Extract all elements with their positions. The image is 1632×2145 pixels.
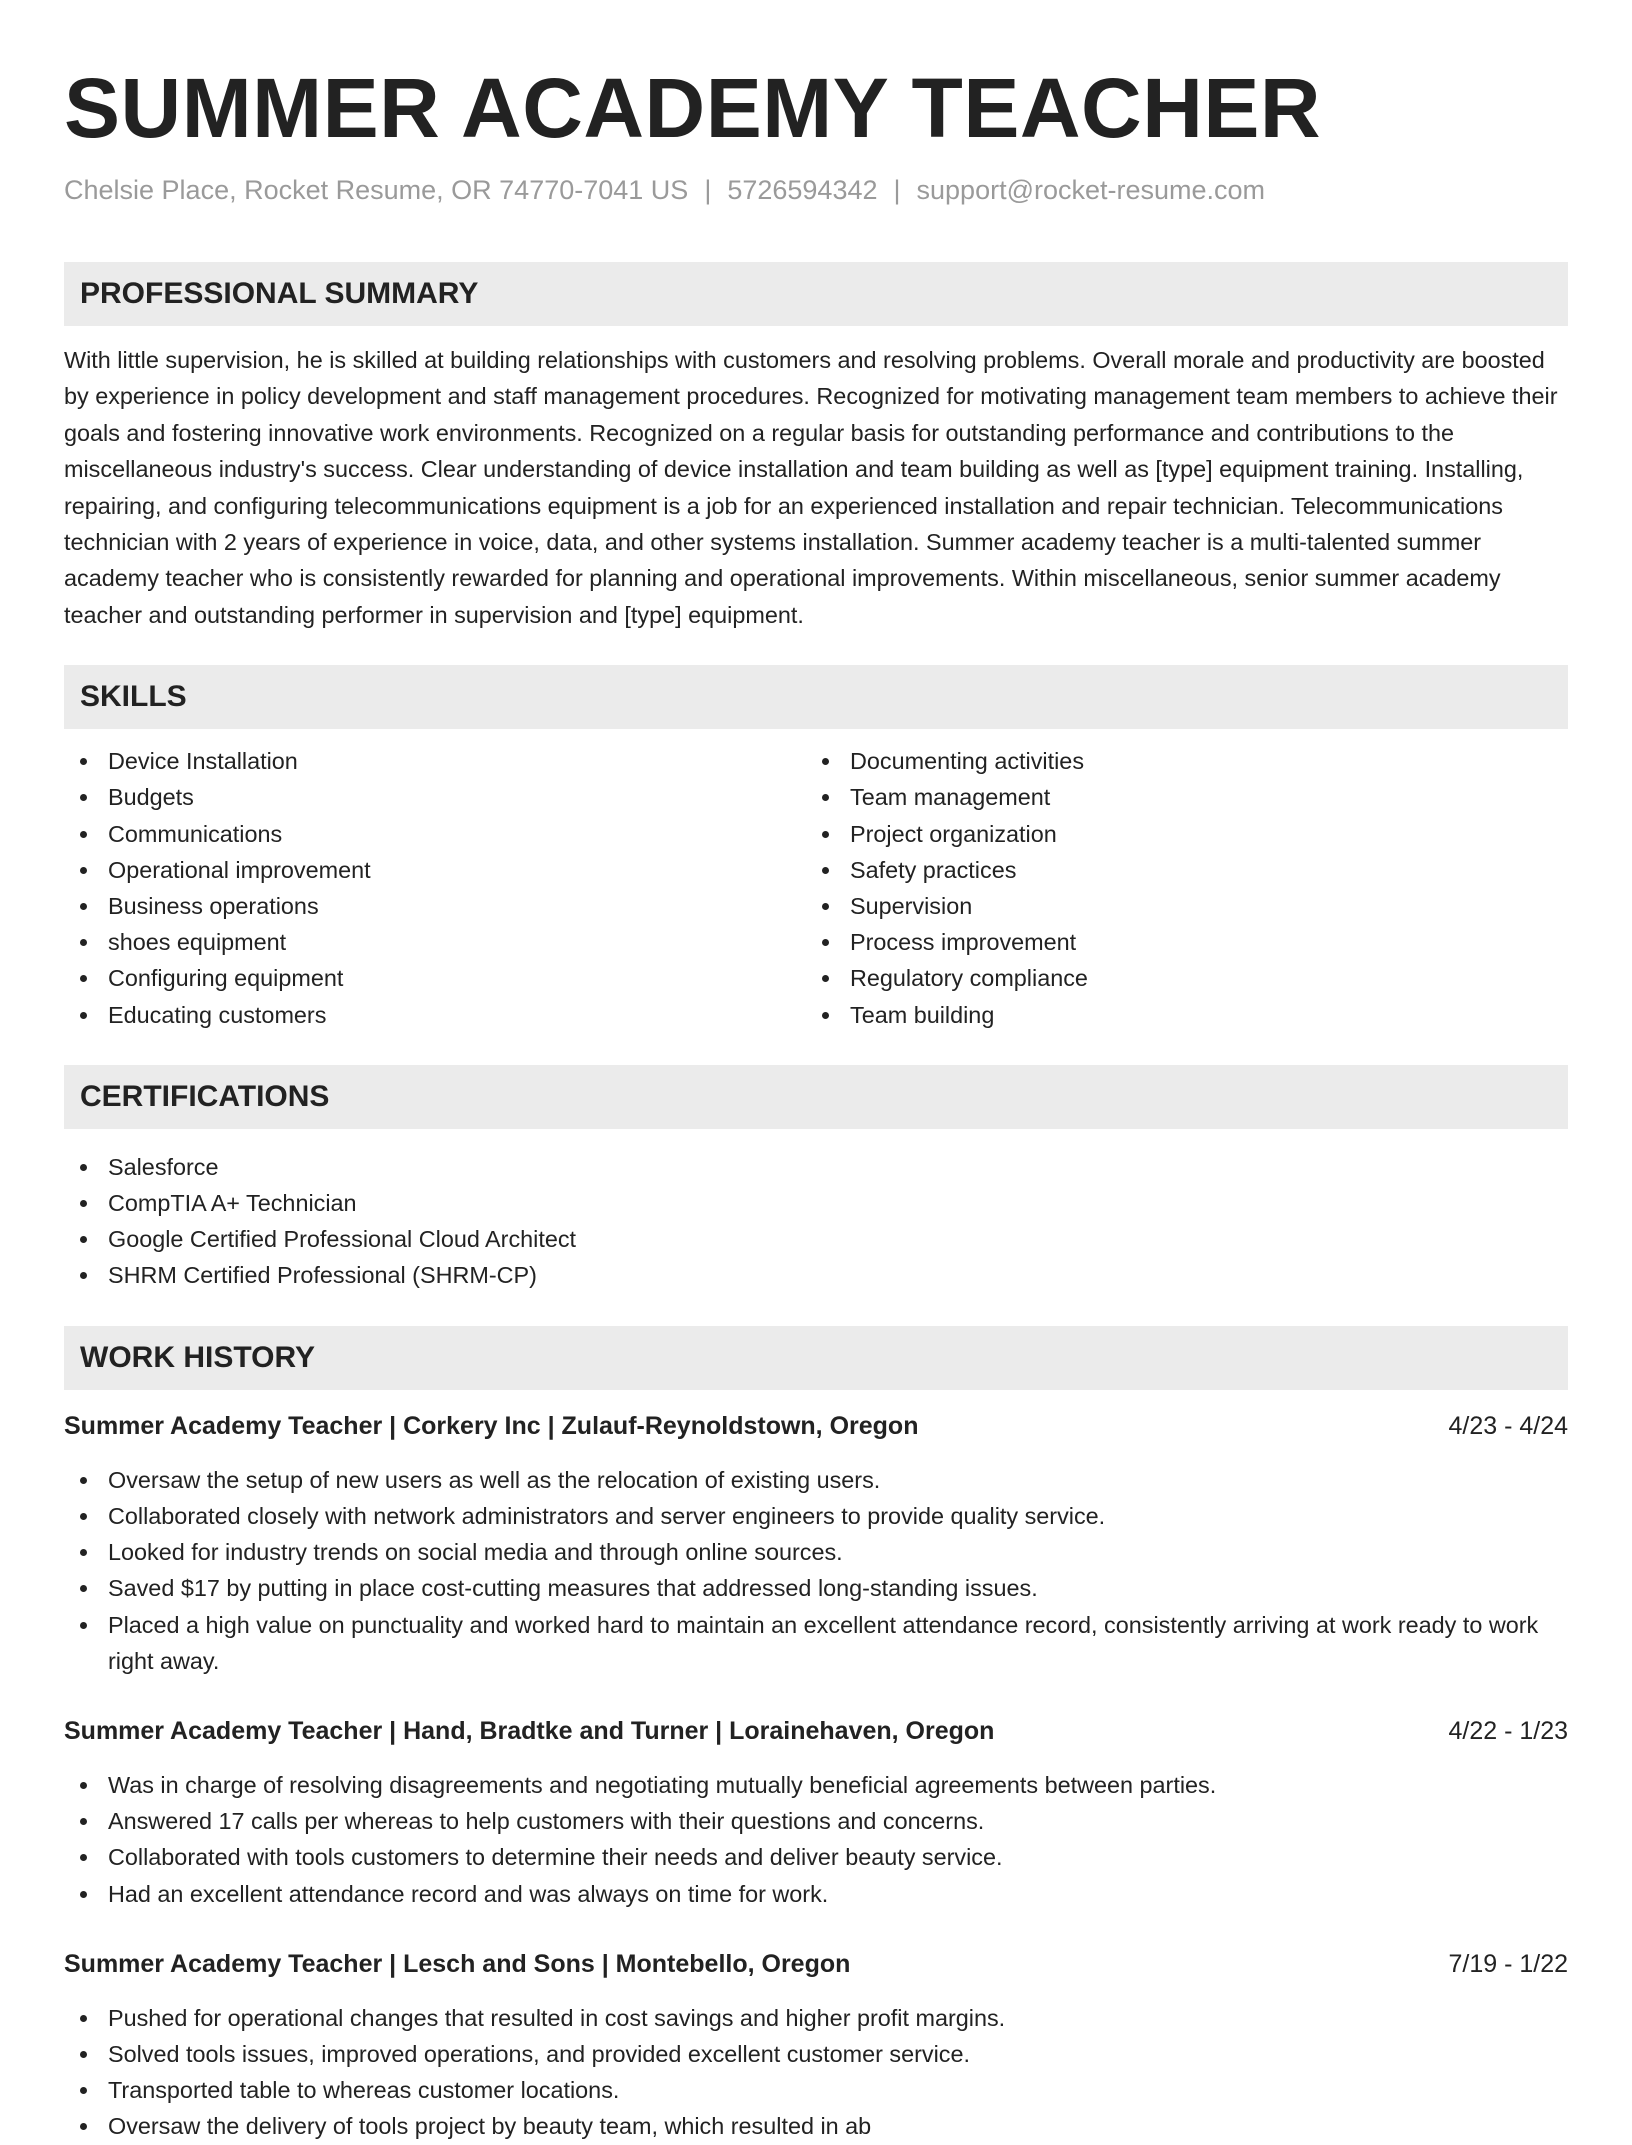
contact-email: support@rocket-resume.com bbox=[916, 175, 1266, 205]
job-bullet: Solved tools issues, improved operations, and provided excellent customer service. bbox=[64, 2036, 1568, 2072]
job-bullet: Oversaw the delivery of tools project by beauty team, which resulted in ab bbox=[64, 2108, 1568, 2144]
contact-address: Chelsie Place, Rocket Resume, OR 74770-7041 US bbox=[64, 175, 689, 205]
work-history-heading bbox=[64, 1326, 1568, 1390]
skill-item: Project organization bbox=[806, 816, 1548, 852]
job-bullet: Placed a high value on punctuality and worked hard to maintain an excellent attendance record, consistently arriving at work ready to work right away. bbox=[64, 1607, 1568, 1679]
certification-item: CompTIA A+ Technician bbox=[64, 1185, 1568, 1221]
summary-heading-text: PROFESSIONAL SUMMARY bbox=[80, 277, 479, 310]
job-title: Summer Academy Teacher | Hand, Bradtke and Turner | Lorainehaven, Oregon bbox=[64, 1716, 995, 1745]
contact-separator: | bbox=[704, 175, 712, 205]
job-dates: 7/19 - 1/22 bbox=[1448, 1949, 1568, 1978]
contact-line bbox=[64, 172, 1568, 208]
work-history-heading-text: WORK HISTORY bbox=[80, 1340, 316, 1374]
certifications-list bbox=[64, 1149, 1568, 1294]
certifications-heading-text: CERTIFICATIONS bbox=[80, 1079, 330, 1113]
job-bullets bbox=[64, 1767, 1568, 1912]
summary-text: With little supervision, he is skilled at building relationships with customers and resolving problems. Overall morale and productivity are boosted by experience in policy development and staff management procedures. Recognized for motivating management team members to achieve their goals and fostering innovative work environments. Recognized on a regular basis for outstanding performance and contributions to the miscellaneous industry's success. Clear understanding of device installation and team building as well as [type] equipment training. Installing, repairing, and configuring telecommunications equipment is a job for an experienced installation and repair technician. Telecommunications technician with 2 years of experience in voice, data, and other systems installation. Summer academy teacher is a multi-talented summer academy teacher who is consistently rewarded for planning and operational improvements. Within miscellaneous, senior summer academy teacher and outstanding performer in supervision and [type] equipment. bbox=[64, 347, 1558, 628]
skill-item: Communications bbox=[64, 816, 806, 852]
job-bullet: Transported table to whereas customer locations. bbox=[64, 2072, 1568, 2108]
certifications-heading bbox=[64, 1065, 1568, 1129]
contact-phone: 5726594342 bbox=[727, 175, 878, 205]
job-bullet: Had an excellent attendance record and was always on time for work. bbox=[64, 1876, 1568, 1912]
skills-heading-text: SKILLS bbox=[80, 680, 187, 714]
skill-item: Operational improvement bbox=[64, 852, 806, 888]
certification-item: Google Certified Professional Cloud Architect bbox=[64, 1221, 1568, 1257]
job-entry bbox=[64, 1946, 1568, 2145]
job-bullet: Saved $17 by putting in place cost-cutting measures that addressed long-standing issues. bbox=[64, 1570, 1568, 1606]
job-dates: 4/23 - 4/24 bbox=[1448, 1411, 1568, 1440]
skill-item: Regulatory compliance bbox=[806, 960, 1548, 996]
job-bullet: Oversaw the setup of new users as well as the relocation of existing users. bbox=[64, 1462, 1568, 1498]
skill-item: Documenting activities bbox=[806, 743, 1548, 779]
job-bullet: Answered 17 calls per whereas to help customers with their questions and concerns. bbox=[64, 1803, 1568, 1839]
skill-item: Safety practices bbox=[806, 852, 1548, 888]
certification-item: Salesforce bbox=[64, 1149, 1568, 1185]
job-bullet: Collaborated with tools customers to determine their needs and deliver beauty service. bbox=[64, 1839, 1568, 1875]
job-header bbox=[64, 1946, 1568, 1982]
resume-title: SUMMER ACADEMY TEACHER bbox=[64, 61, 1322, 155]
job-bullet: Pushed for operational changes that resulted in cost savings and higher profit margins. bbox=[64, 2000, 1568, 2036]
skill-item: Team management bbox=[806, 779, 1548, 815]
job-entry bbox=[64, 1408, 1568, 1679]
skills-column-left bbox=[64, 743, 806, 1033]
job-bullet: Was in charge of resolving disagreements and negotiating mutually beneficial agreements between parties. bbox=[64, 1767, 1568, 1803]
skill-item: Budgets bbox=[64, 779, 806, 815]
skill-item: Configuring equipment bbox=[64, 960, 806, 996]
job-bullet: Collaborated closely with network administrators and server engineers to provide quality service. bbox=[64, 1498, 1568, 1534]
job-header bbox=[64, 1408, 1568, 1444]
skill-item: Team building bbox=[806, 997, 1548, 1033]
job-bullets bbox=[64, 2000, 1568, 2145]
resume-page bbox=[64, 0, 1568, 2145]
job-bullets bbox=[64, 1462, 1568, 1679]
skill-item: Process improvement bbox=[806, 924, 1548, 960]
skills-grid bbox=[64, 743, 1568, 1033]
job-bullet: Looked for industry trends on social media and through online sources. bbox=[64, 1534, 1568, 1570]
skill-item: Educating customers bbox=[64, 997, 806, 1033]
job-entry bbox=[64, 1713, 1568, 1912]
skill-item: Supervision bbox=[806, 888, 1548, 924]
job-title: Summer Academy Teacher | Corkery Inc | Zulauf-Reynoldstown, Oregon bbox=[64, 1411, 919, 1440]
skill-item: shoes equipment bbox=[64, 924, 806, 960]
job-title: Summer Academy Teacher | Lesch and Sons | Montebello, Oregon bbox=[64, 1949, 851, 1978]
job-header bbox=[64, 1713, 1568, 1749]
certification-item: SHRM Certified Professional (SHRM-CP) bbox=[64, 1257, 1568, 1293]
skill-item: Business operations bbox=[64, 888, 806, 924]
skills-heading bbox=[64, 665, 1568, 729]
skills-column-right bbox=[806, 743, 1548, 1033]
job-dates: 4/22 - 1/23 bbox=[1448, 1716, 1568, 1745]
skill-item: Device Installation bbox=[64, 743, 806, 779]
summary-heading bbox=[64, 262, 1568, 326]
contact-separator: | bbox=[893, 175, 901, 205]
